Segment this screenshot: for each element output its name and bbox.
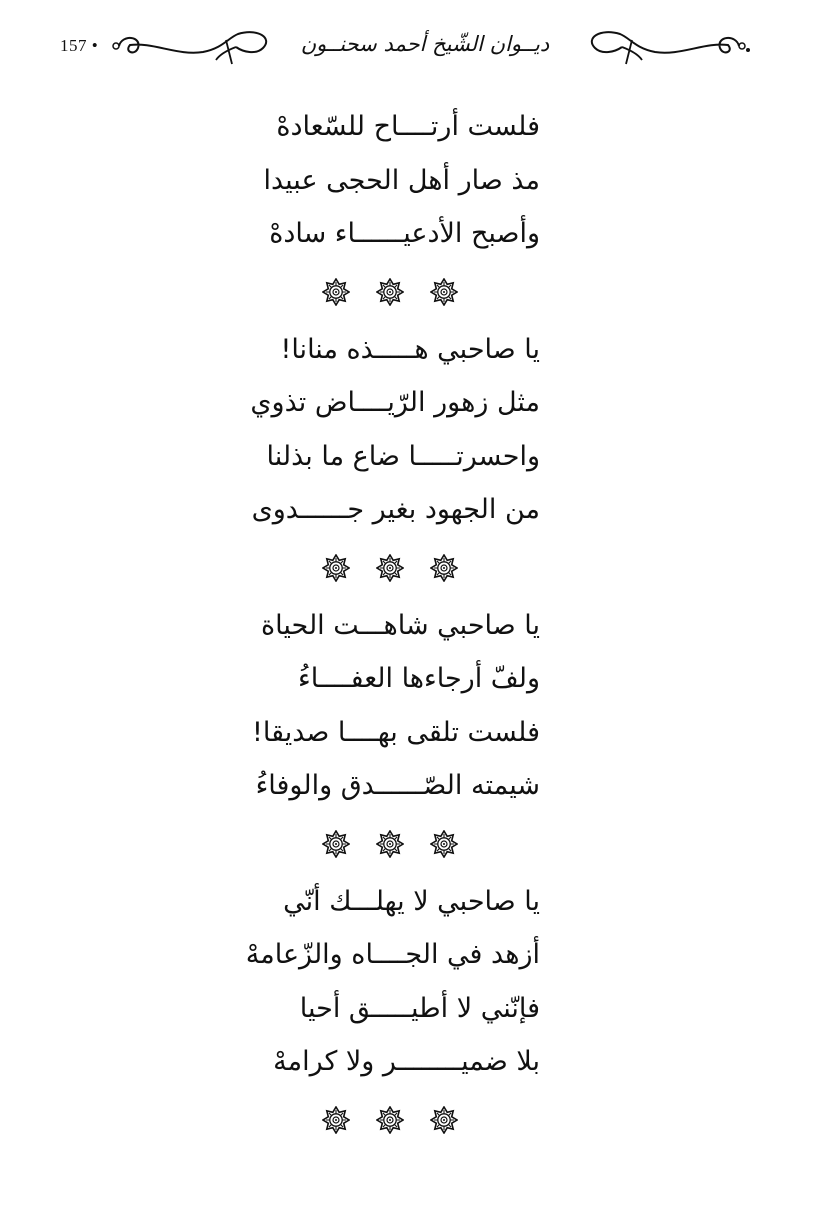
page-number-value: 157	[60, 36, 87, 55]
stanza-separator	[240, 537, 540, 599]
verse-line: مذ صار أهل الحجى عبيدا	[263, 164, 540, 196]
verse-line: بلا ضميــــــــر ولا كرامهْ	[273, 1046, 540, 1077]
eight-point-star-icon	[322, 830, 350, 858]
stanza-separator	[240, 813, 540, 875]
page-title: ديــوان الشّيخ أحمد سحنــون	[300, 32, 550, 56]
verse-line: وأصبح الأدعيــــــاء سادهْ	[269, 218, 540, 249]
eight-point-star-icon	[322, 278, 350, 306]
poem	[240, 100, 540, 1151]
flourish-right-icon	[570, 26, 750, 70]
verse-line: من الجهود بغير جــــــدوى	[251, 494, 540, 525]
eight-point-star-icon	[376, 1106, 404, 1134]
verse-line: يا صاحبي لا يهلـــك أنّي	[283, 885, 540, 917]
verse-line: فلست تلقى بهــــا صديقا!	[252, 716, 540, 748]
stanza-separator	[240, 1089, 540, 1151]
eight-point-star-icon	[430, 554, 458, 582]
page-header	[0, 22, 822, 78]
verse-line: مثل زهور الرّيــــاض تذوي	[250, 387, 540, 418]
stanza-separator	[240, 261, 540, 323]
flourish-left-icon	[108, 26, 278, 70]
verse-line: شيمته الصّــــــدق والوفاءُ	[255, 770, 540, 801]
verse-line: يا صاحبي شاهـــت الحياة	[261, 609, 540, 641]
eight-point-star-icon	[322, 1106, 350, 1134]
eight-point-star-icon	[430, 830, 458, 858]
page-number: 157 •	[60, 36, 99, 55]
verse-line: فلست أرتــــاح للسّعادهْ	[276, 111, 540, 142]
eight-point-star-icon	[376, 554, 404, 582]
verse-line: أزهد في الجــــاه والزّعامهْ	[245, 939, 540, 970]
eight-point-star-icon	[376, 830, 404, 858]
verse-line: فإنّني لا أطيـــــق أحيا	[299, 992, 540, 1024]
stanza	[240, 875, 540, 1089]
verse-line: يا صاحبي هـــــذه منانا!	[280, 333, 540, 365]
eight-point-star-icon	[430, 1106, 458, 1134]
stanza	[240, 323, 540, 537]
verse-line: واحسرتـــــا ضاع ما بذلنا	[266, 440, 540, 472]
eight-point-star-icon	[322, 554, 350, 582]
eight-point-star-icon	[376, 278, 404, 306]
eight-point-star-icon	[430, 278, 458, 306]
verse-line: ولفّ أرجاءها العفــــاءُ	[298, 663, 540, 694]
stanza	[240, 100, 540, 261]
stanza	[240, 599, 540, 813]
